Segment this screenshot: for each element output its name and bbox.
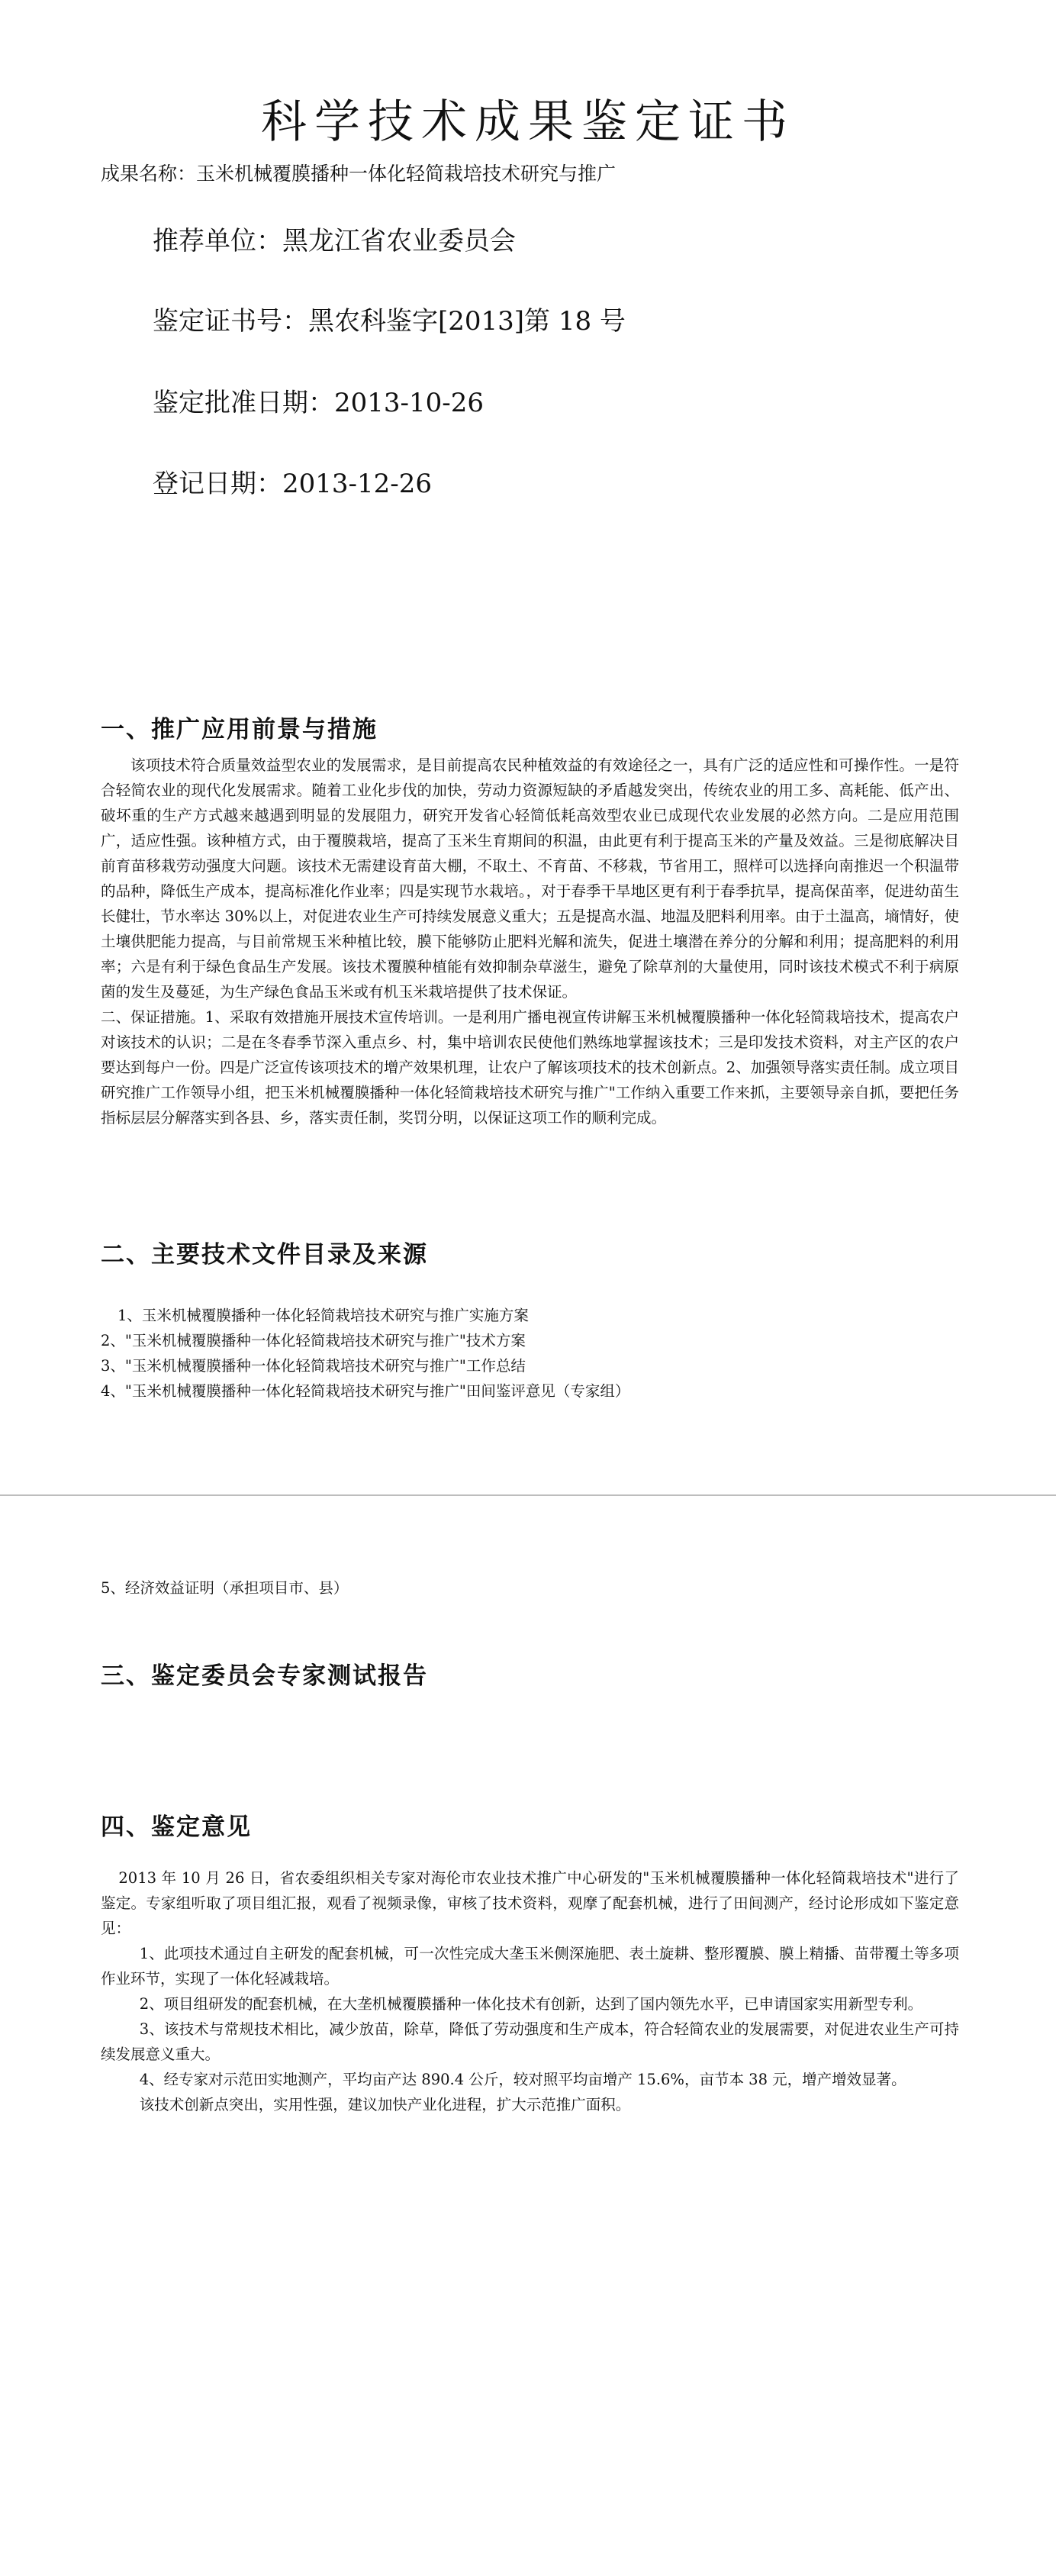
page-divider [0,1494,1056,1496]
section-heading-promotion: 一、推广应用前景与措施 [101,716,378,743]
opinion-conclusion: 该技术创新点突出，实用性强，建议加快产业化进程，扩大示范推广面积。 [139,2096,631,2113]
list-item: 5、经济效益证明（承担项目市、县） [101,1579,349,1597]
opinion-point-3: 3、该技术与常规技术相比，减少放苗，除草，降低了劳动强度和生产成本，符合轻简农业的发展需要，对促进农业生产可持续发展意义重大。 [101,2020,959,2063]
guarantee-measures-paragraph: 二、保证措施。1、采取有效措施开展技术宣传培训。一是利用广播电视宣传讲解玉米机械覆膜播种一体化轻简栽培技术，提高农户对该技术的认识；二是在冬春季节深入重点乡、村，集中培训农民使他们熟练地掌握该技术；三是印发技术资料，对主产区的农户要达到每户一份。四是广泛宣传该项技术的增产效果机理，让农户了解该项技术的技术创新点。2、加强领导落实责任制。成立项目研究推广工作领导小组，把玉米机械覆膜播种一体化轻简栽培技术研究与推广"工作纳入重要工作来抓，主要领导亲自抓，要把任务指标层层分解落实到各县、乡，落实责任制，奖罚分明，以保证这项工作的顺利完成。 [101,1008,959,1127]
list-item: 2、"玉米机械覆膜播种一体化轻简栽培技术研究与推广"技术方案 [101,1332,526,1349]
list-item: 3、"玉米机械覆膜播种一体化轻简栽培技术研究与推广"工作总结 [101,1357,526,1375]
page-title: 科学技术成果鉴定证书 [261,95,795,149]
document-list [101,1303,940,1404]
certificate-number: 鉴定证书号：黑农科鉴字[2013]第 18 号 [153,306,626,337]
document-list-continued [101,1575,940,1601]
section-heading-expert-test: 三、鉴定委员会专家测试报告 [101,1662,428,1690]
opinion-point-4: 4、经专家对示范田实地测产，平均亩产达 890.4 公斤，较对照平均亩增产 15.6%，亩节本 38 元，增产增效显著。 [139,2071,906,2088]
achievement-name: 成果名称：玉米机械覆膜播种一体化轻简栽培技术研究与推广 [101,163,617,185]
list-item: 1、玉米机械覆膜播种一体化轻简栽培技术研究与推广实施方案 [118,1307,529,1324]
approval-date: 鉴定批准日期：2013-10-26 [153,388,485,418]
opinion-intro: 2013 年 10 月 26 日，省农委组织相关专家对海伦市农业技术推广中心研发的"玉米机械覆膜播种一体化轻简栽培技术"进行了鉴定。专家组听取了项目组汇报，观看了视频录像，审核了技术资料，观摩了配套机械，进行了田间测产，经讨论形成如下鉴定意见： [101,1869,959,1937]
section-heading-opinion: 四、鉴定意见 [101,1814,252,1841]
section-heading-documents: 二、主要技术文件目录及来源 [101,1241,428,1269]
section-promotion-body [101,753,959,1130]
opinion-point-2: 2、项目组研发的配套机械，在大垄机械覆膜播种一体化技术有创新，达到了国内领先水平，已申请国家实用新型专利。 [139,1995,923,2013]
registration-date: 登记日期：2013-12-26 [153,469,433,499]
list-item: 4、"玉米机械覆膜播种一体化轻简栽培技术研究与推广"田间鉴评意见（专家组） [101,1382,630,1400]
promotion-paragraph: 该项技术符合质量效益型农业的发展需求，是目前提高农民种植效益的有效途径之一，具有广泛的适应性和可操作性。一是符合轻简农业的现代化发展需求。随着工业化步伐的加快，劳动力资源短缺的矛盾越发突出，传统农业的用工多、高耗能、低产出、破坏重的生产方式越来越遇到明显的发展阻力，研究开发省心轻简低耗高效型农业已成现代农业发展的必然方向。二是应用范围广，适应性强。该种植方式，由于覆膜栽培，提高了玉米生育期间的积温，由此更有利于提高玉米的产量及效益。三是彻底解决目前育苗移栽劳动强度大问题。该技术无需建设育苗大棚，不取土、不育苗、不移栽，节省用工，照样可以选择向南推迟一个积温带的品种，降低生产成本，提高标准化作业率；四是实现节水栽培。，对于春季干旱地区更有利于春季抗旱，提高保苗率，促进幼苗生长健壮，节水率达 30%以上，对促进农业生产可持续发展意义重大；五是提高水温、地温及肥料利用率。由于土温高，墒情好，使土壤供肥能力提高，与目前常规玉米种植比较，膜下能够防止肥料光解和流失，促进土壤潜在养分的分解和利用；提高肥料的利用率；六是有利于绿色食品生产发展。该技术覆膜种植能有效抑制杂草滋生，避免了除草剂的大量使用，同时该技术模式不利于病原菌的发生及蔓延，为生产绿色食品玉米或有机玉米栽培提供了技术保证。 [101,756,959,1001]
recommending-unit: 推荐单位：黑龙江省农业委员会 [153,226,516,256]
section-opinion-body [101,1865,959,2117]
opinion-point-1: 1、此项技术通过自主研发的配套机械，可一次性完成大垄玉米侧深施肥、表土旋耕、整形覆膜、膜上精播、苗带覆土等多项作业环节，实现了一体化轻减栽培。 [101,1945,959,1988]
